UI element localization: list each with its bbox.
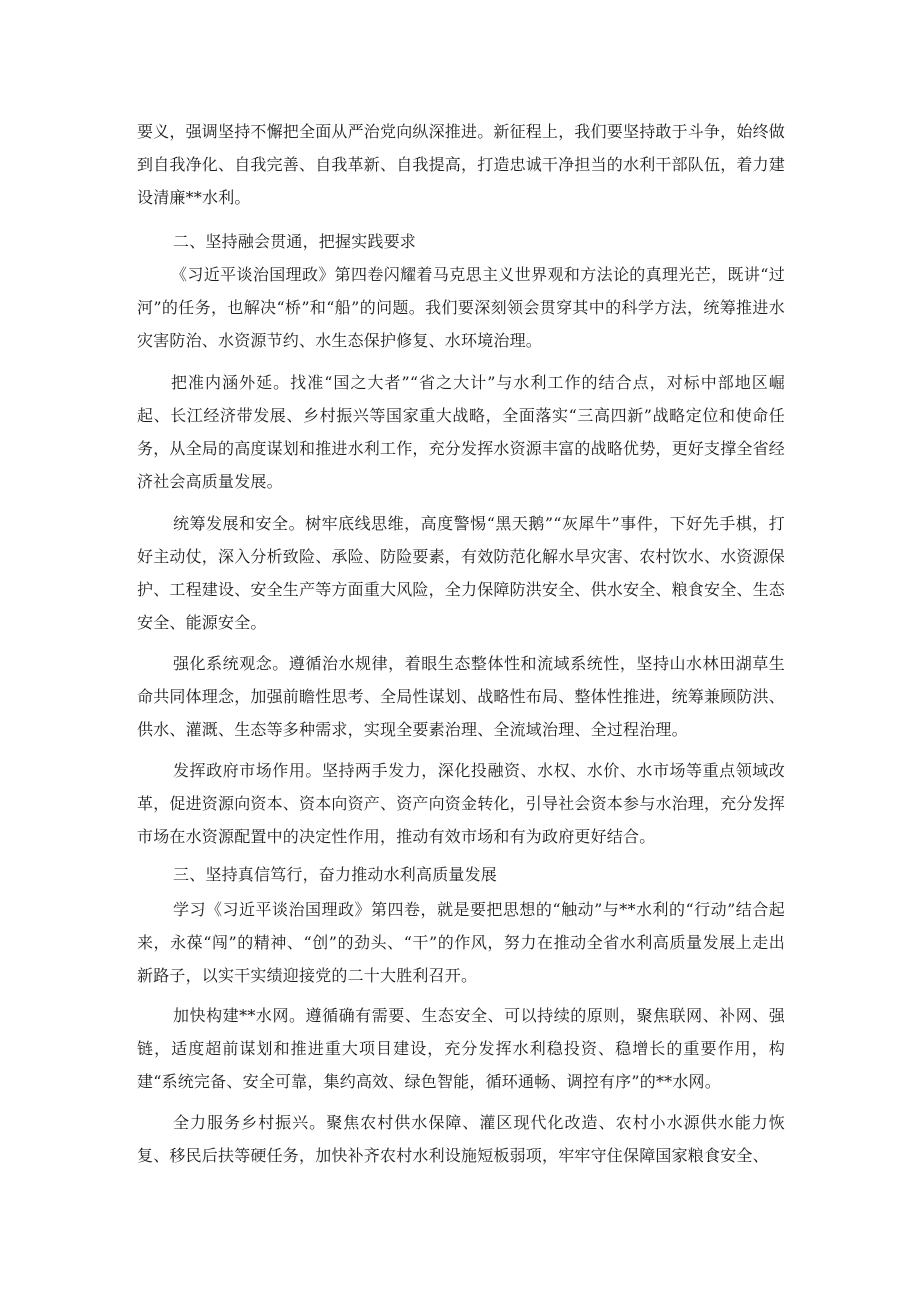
section-heading-2: 二、坚持融会贯通，把握实践要求 [173, 232, 417, 251]
section-heading-3: 三、坚持真信笃行，奋力推动水利高质量发展 [173, 865, 498, 884]
paragraph-system-concept: 强化系统观念。遵循治水规律，着眼生态整体性和流域系统性，坚持山水林田湖草生命共同体理念，加强前瞻性思考、全局性谋划、战略性布局、整体性推进，统筹兼顾防洪、供水、灌溉、生态等多种需求，实现全要素治理、全流域治理、全过程治理。 [137, 654, 786, 739]
paragraph-intro-2: 《习近平谈治国理政》第四卷闪耀着马克思主义世界观和方法论的真理光芒，既讲“过河”的任务，也解决“桥”和“船”的问题。我们要深刻领会贯穿其中的科学方法，统筹推进水灾害防治、水资源节约、水生态保护修复、水环境治理。 [137, 265, 785, 350]
paragraph-rural-revitalization: 全力服务乡村振兴。聚焦农村供水保障、灌区现代化改造、农村小水源供水能力恢复、移民后扶等硬任务，加快补齐农村水利设施短板弱项，牢牢守住保障国家粮食安全、 [137, 1113, 785, 1165]
paragraph-government-market: 发挥政府市场作用。坚持两手发力，深化投融资、水权、水价、水市场等重点领域改革，促进资源向资本、资本向资产、资产向资金转化，引导社会资本参与水治理，充分发挥市场在水资源配置中的决定性作用，推动有效市场和有为政府更好结合。 [137, 761, 786, 846]
paragraph-water-network: 加快构建**水网。遵循确有需要、生态安全、可以持续的原则，聚焦联网、补网、强链，适度超前谋划和推进重大项目建设，充分发挥水利稳投资、稳增长的重要作用，构建“系统完备、安全可靠，集约高效、绿色智能，循环通畅、调控有序”的**水网。 [137, 1006, 785, 1091]
paragraph-connotation: 把准内涵外延。找准“国之大者”“省之大计”与水利工作的结合点，对标中部地区崛起、长江经济带发展、乡村振兴等国家重大战略，全面落实“三高四新”战略定位和使命任务，从全局的高度谋划和推进水利工作，充分发挥水资源丰富的战略优势，更好支撑全省经济社会高质量发展。 [137, 373, 786, 491]
paragraph-intro-3: 学习《习近平谈治国理政》第四卷，就是要把思想的“触动”与**水利的“行动”结合起来，永葆“闯”的精神、“创”的劲头、“干”的作风，努力在推动全省水利高质量发展上走出新路子，以实干实绩迎接党的二十大胜利召开。 [137, 900, 785, 985]
paragraph-development-security: 统筹发展和安全。树牢底线思维，高度警惕“黑天鹅”“灰犀牛”事件，下好先手棋，打好主动仗，深入分析致险、承险、防险要素，有效防范化解水旱灾害、农村饮水、水资源保护、工程建设、安全生产等方面重大风险，全力保障防洪安全、供水安全、粮食安全、生态安全、能源安全。 [137, 514, 786, 632]
paragraph-continuation: 要义，强调坚持不懈把全面从严治党向纵深推进。新征程上，我们要坚持敢于斗争，始终做到自我净化、自我完善、自我革新、自我提高，打造忠诚干净担当的水利干部队伍，着力建设清廉**水利。 [137, 122, 786, 207]
